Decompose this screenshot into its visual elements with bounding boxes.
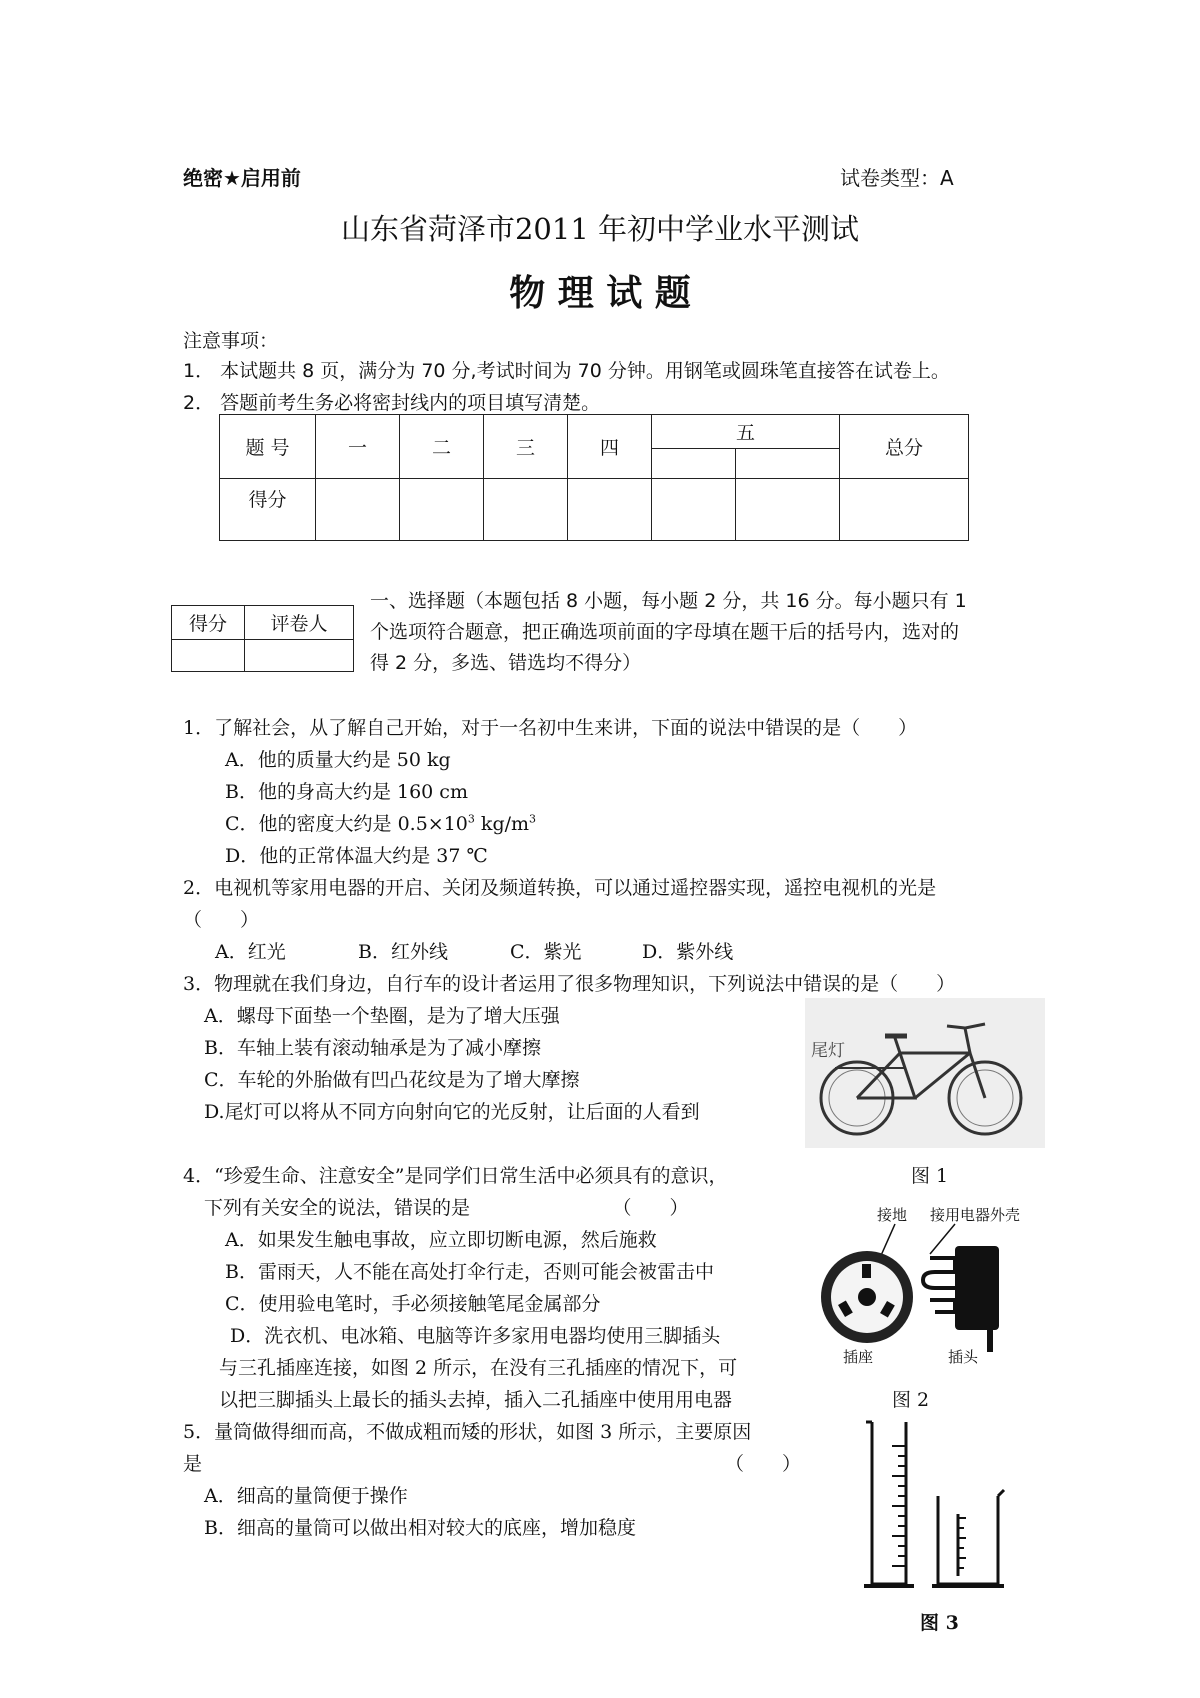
q2-option-d: D．紫外线: [642, 941, 734, 963]
q1-option-a: A．他的质量大约是 50 kg: [225, 749, 451, 771]
q2-stem: 2．电视机等家用电器的开启、关闭及频道转换，可以通过遥控器实现，遥控电视机的光是: [183, 877, 937, 899]
q3-option-a: A．螺母下面垫一个垫圈，是为了增大压强: [204, 1005, 560, 1027]
figure-3-caption: 图 3: [920, 1612, 959, 1634]
grader-table: [171, 605, 354, 672]
score-header-1: 一: [316, 415, 400, 479]
q5-stem-line-1: 5．量筒做得细而高，不做成粗而矮的形状，如图 3 所示，主要原因: [183, 1421, 752, 1443]
q4-option-b: B．雷雨天，人不能在高处打伞行走，否则可能会被雷击中: [225, 1261, 714, 1283]
q1-stem: 1．了解社会，从了解自己开始，对于一名初中生来讲，下面的说法中错误的是（ ）: [183, 717, 918, 739]
q1-unit-exponent: 3: [529, 812, 537, 826]
socket-label: 插座: [843, 1348, 874, 1366]
q4-option-d-line-3: 以把三脚插头上最长的插头去掉，插入二孔插座中使用用电器: [219, 1389, 733, 1411]
q2-option-b: B．红外线: [358, 941, 448, 963]
score-cell[interactable]: [400, 479, 484, 541]
grader-score-label: 得分: [172, 606, 245, 640]
tail-light-label: 尾灯: [811, 1041, 845, 1061]
exam-title: 山东省菏泽市2011 年初中学业水平测试: [340, 212, 860, 246]
note-item-1: 1． 本试题共 8 页，满分为 70 分,考试时间为 70 分钟。用钢笔或圆珠笔直接答在试卷上。: [183, 360, 950, 382]
score-header-total: 总分: [840, 415, 969, 479]
secret-label: 绝密★启用前: [183, 166, 301, 190]
q2-option-a: A．红光: [215, 941, 286, 963]
q4-stem-line-1: 4．“珍爱生命、注意安全”是同学们日常生活中必须具有的意识，: [183, 1165, 728, 1187]
score-header-4: 四: [568, 415, 652, 479]
q5-option-b: B．细高的量筒可以做出相对较大的底座，增加稳度: [204, 1517, 636, 1539]
section1-line-1: 一、选择题（本题包括 8 小题，每小题 2 分，共 16 分。每小题只有 1: [370, 590, 967, 612]
q1-unit: kg/m: [474, 813, 530, 835]
note-item-2: 2． 答题前考生务必将密封线内的项目填写清楚。: [183, 392, 601, 414]
grader-name-cell[interactable]: [245, 640, 354, 672]
score-cell[interactable]: [568, 479, 652, 541]
q1-option-c: [225, 809, 536, 836]
figure-1-caption: 图 1: [911, 1165, 949, 1187]
socket-plug-figure: [815, 1202, 1035, 1367]
score-header-5b: [736, 449, 840, 479]
figure-2-caption: 图 2: [892, 1389, 930, 1411]
q1-option-b: B．他的身高大约是 160 cm: [225, 781, 468, 803]
grader-name-label: 评卷人: [245, 606, 354, 640]
section1-line-2: 个选项符合题意，把正确选项前面的字母填在题干后的括号内，选对的: [370, 621, 960, 643]
q1-option-d: D．他的正常体温大约是 37 ℃: [225, 845, 488, 867]
q1-option-c-text: C．他的密度大约是 0.5×10: [225, 813, 468, 835]
q3-stem: 3．物理就在我们身边，自行车的设计者运用了很多物理知识，下列说法中错误的是（ ）: [183, 973, 956, 995]
subject-title: 物 理 试 题: [509, 273, 691, 314]
score-header-3: 三: [484, 415, 568, 479]
score-header-5a: [652, 449, 736, 479]
score-header-5: 五: [652, 415, 840, 449]
score-cell[interactable]: [736, 479, 840, 541]
score-cell[interactable]: [484, 479, 568, 541]
q4-option-a: A．如果发生触电事故，应立即切断电源，然后施救: [225, 1229, 657, 1251]
score-cell[interactable]: [652, 479, 736, 541]
ground-label: 接地: [877, 1206, 908, 1224]
score-cell[interactable]: [316, 479, 400, 541]
score-header-label: 题 号: [220, 415, 316, 479]
q2-option-c: C．紫光: [510, 941, 582, 963]
section1-line-3: 得 2 分，多选、错选均不得分）: [370, 652, 642, 674]
measuring-cylinders-figure: [860, 1418, 1012, 1598]
paper-type: 试卷类型：A: [840, 166, 954, 190]
plug-label: 插头: [948, 1348, 979, 1366]
q3-option-d: D.尾灯可以将从不同方向射向它的光反射，让后面的人看到: [204, 1101, 700, 1123]
q4-option-c: C．使用验电笔时，手必须接触笔尾金属部分: [225, 1293, 601, 1315]
q3-option-c: C．车轮的外胎做有凹凸花纹是为了增大摩擦: [204, 1069, 580, 1091]
q5-paren: （ ）: [725, 1453, 802, 1475]
q5-stem-line-2: 是: [183, 1453, 203, 1475]
notes-heading: 注意事项：: [183, 330, 279, 352]
score-table: [219, 414, 969, 541]
q1-exponent: 3: [467, 812, 475, 826]
appliance-case-label: 接用电器外壳: [930, 1206, 1021, 1224]
q4-option-d-line-2: 与三孔插座连接，如图 2 所示，在没有三孔插座的情况下，可: [219, 1357, 738, 1379]
score-header-2: 二: [400, 415, 484, 479]
q4-option-d-line-1: D．洗衣机、电冰箱、电脑等许多家用电器均使用三脚插头: [230, 1325, 721, 1347]
score-row-label: 得分: [220, 479, 316, 541]
q2-paren: （ ）: [183, 909, 260, 931]
grader-score-cell[interactable]: [172, 640, 245, 672]
q3-option-b: B．车轴上装有滚动轴承是为了减小摩擦: [204, 1037, 541, 1059]
q5-option-a: A．细高的量筒便于操作: [204, 1485, 408, 1507]
bicycle-figure: [805, 998, 1045, 1148]
score-cell[interactable]: [840, 479, 969, 541]
q4-stem-line-2: 下列有关安全的说法，错误的是 （ ）: [204, 1197, 689, 1219]
